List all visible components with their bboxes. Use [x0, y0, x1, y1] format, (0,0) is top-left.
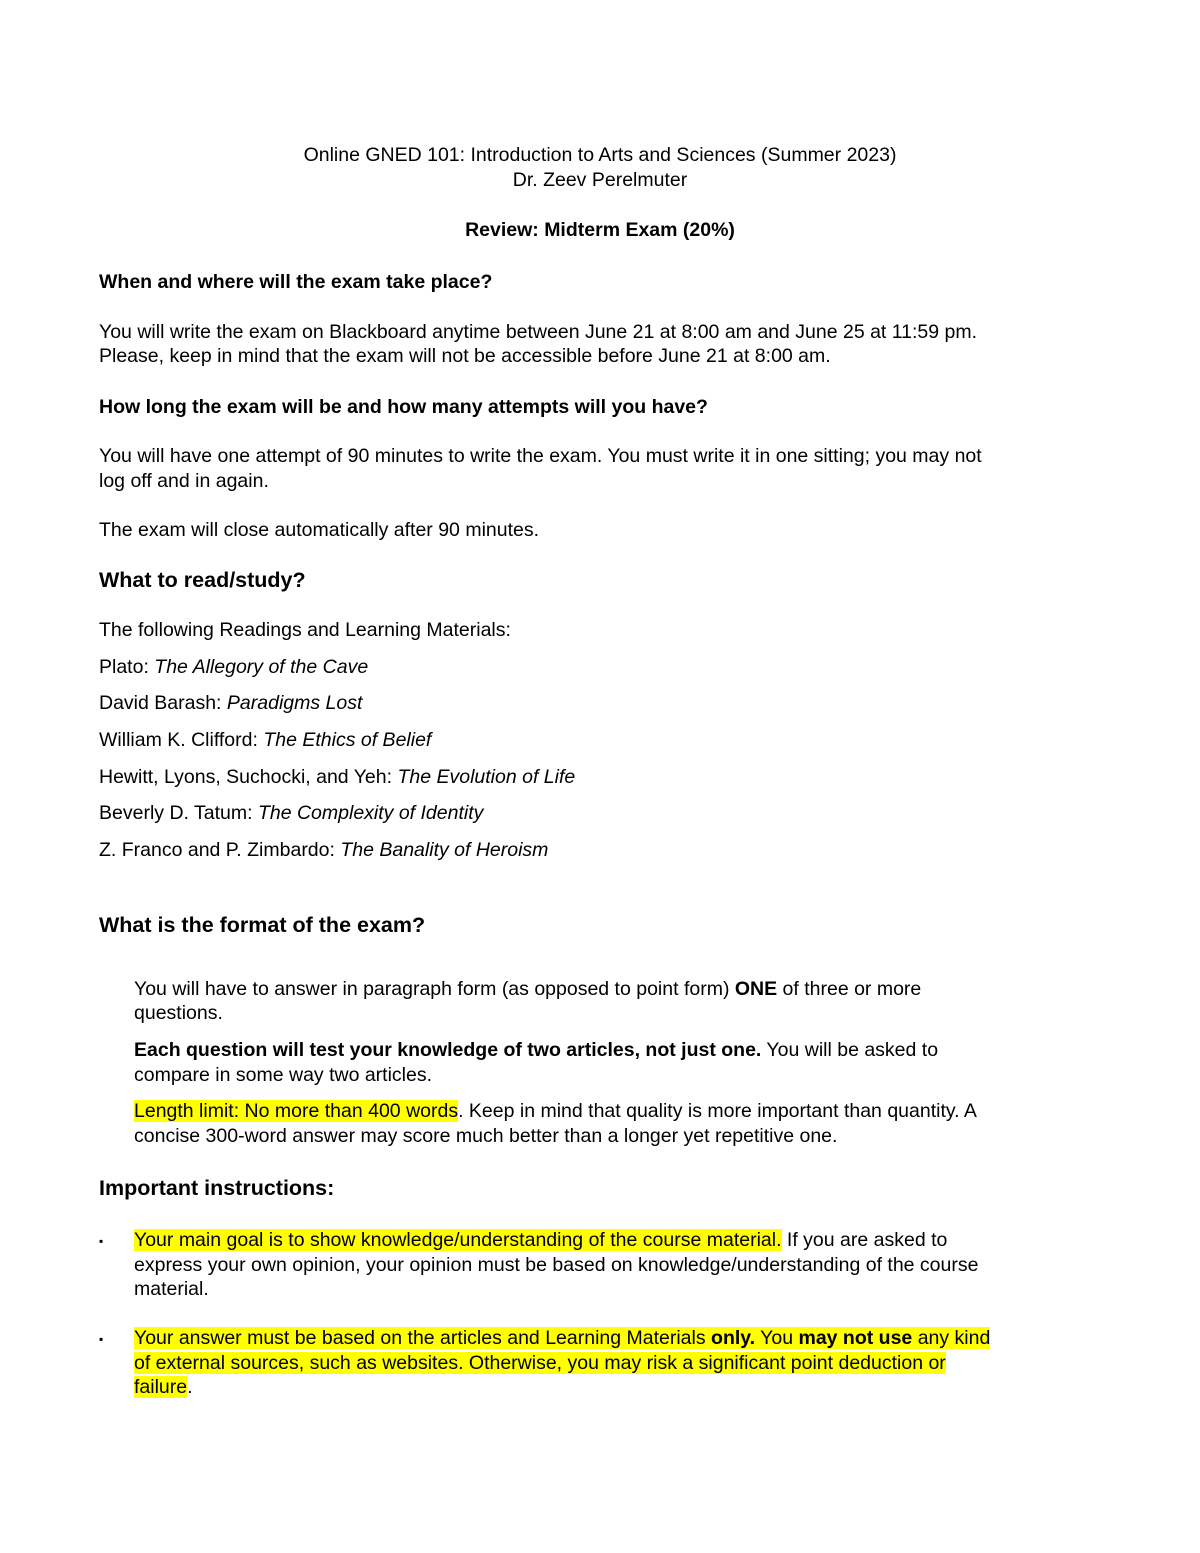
instruction-highlight: You	[755, 1327, 799, 1349]
reading-author: Hewitt, Lyons, Suchocki, and Yeh:	[99, 766, 398, 788]
section-heading-readings: What to read/study?	[99, 568, 306, 592]
reading-item	[99, 801, 483, 826]
duration-line-2: log off and in again.	[99, 470, 269, 492]
document-title: Review: Midterm Exam (20%)	[465, 219, 735, 241]
bullet-square-icon: ▪	[99, 1332, 104, 1346]
reading-author: David Barash:	[99, 692, 227, 714]
bullet-square-icon: ▪	[99, 1234, 104, 1248]
format-paragraph-2-line-1	[134, 1038, 938, 1063]
instruction-highlight-bold: only.	[711, 1327, 756, 1349]
format-text: of three or more	[777, 978, 922, 1000]
format-text: You will be asked to	[761, 1039, 939, 1061]
reading-item	[99, 691, 362, 716]
section-heading-duration: How long the exam will be and how many attempts will you have?	[99, 396, 708, 418]
reading-title: The Complexity of Identity	[257, 802, 484, 824]
reading-title: Paradigms Lost	[226, 692, 363, 714]
instructor-name: Dr. Zeev Perelmuter	[512, 169, 688, 191]
instruction-text: .	[187, 1376, 193, 1398]
reading-title: The Allegory of the Cave	[154, 656, 369, 678]
reading-author: Z. Franco and P. Zimbardo:	[99, 839, 341, 861]
instruction-2-line-1	[134, 1326, 990, 1351]
format-text: . Keep in mind that quality is more important than quantity. A	[458, 1100, 977, 1122]
section-heading-instructions: Important instructions:	[99, 1176, 335, 1200]
format-paragraph-1-line-2: questions.	[134, 1002, 223, 1024]
reading-title: The Ethics of Belief	[263, 729, 432, 751]
format-paragraph-3-line-2: concise 300-word answer may score much better than a longer yet repetitive one.	[134, 1125, 838, 1147]
when-where-line-1: You will write the exam on Blackboard anytime between June 21 at 8:00 am and June 25 at 11:59 pm.	[99, 321, 978, 343]
reading-title: The Evolution of Life	[397, 766, 576, 788]
instruction-1-line-3: material.	[134, 1278, 209, 1300]
when-where-line-2: Please, keep in mind that the exam will not be accessible before June 21 at 8:00 am.	[99, 345, 831, 367]
instruction-highlight: Your answer must be based on the articles and Learning Materials	[134, 1327, 712, 1349]
reading-author: Plato:	[99, 656, 155, 678]
reading-author: William K. Clifford:	[99, 729, 264, 751]
reading-item	[99, 728, 431, 753]
course-line: Online GNED 101: Introduction to Arts and Sciences (Summer 2023)	[303, 144, 897, 166]
instruction-highlight: of external sources, such as websites. Otherwise, you may risk a significant point deduction or	[134, 1352, 946, 1374]
format-paragraph-2-line-2: compare in some way two articles.	[134, 1064, 433, 1086]
format-paragraph-3-line-1	[134, 1099, 977, 1124]
reading-author: Beverly D. Tatum:	[99, 802, 258, 824]
reading-title: The Banality of Heroism	[340, 839, 549, 861]
reading-item	[99, 838, 548, 863]
instruction-2-line-2	[134, 1351, 946, 1376]
instruction-text: If you are asked to	[781, 1229, 948, 1251]
reading-item	[99, 765, 575, 790]
section-heading-when-where: When and where will the exam take place?	[99, 271, 493, 293]
readings-intro: The following Readings and Learning Materials:	[99, 619, 511, 641]
instruction-highlight: failure	[134, 1376, 188, 1398]
duration-line-1: You will have one attempt of 90 minutes to write the exam. You must write it in one sitting; you may not	[99, 445, 982, 467]
instruction-highlight-bold: may not use	[798, 1327, 913, 1349]
instruction-2-line-3	[134, 1375, 193, 1400]
section-heading-format: What is the format of the exam?	[99, 913, 426, 937]
instruction-highlight: any kind	[912, 1327, 991, 1349]
format-text: You will have to answer in paragraph form (as opposed to point form)	[134, 978, 735, 1000]
format-emphasis: Each question will test your knowledge of two articles, not just one.	[134, 1039, 762, 1061]
reading-item	[99, 655, 368, 680]
format-emphasis: ONE	[734, 978, 778, 1000]
duration-line-3: The exam will close automatically after 90 minutes.	[99, 519, 540, 541]
instruction-highlight: Your main goal is to show knowledge/understanding of the course material.	[134, 1229, 782, 1251]
instruction-1-line-2: express your own opinion, your opinion must be based on knowledge/understanding of the course	[134, 1254, 979, 1276]
length-limit-highlight: Length limit: No more than 400 words	[134, 1100, 459, 1122]
instruction-1-line-1	[134, 1228, 947, 1253]
format-paragraph-1-line-1	[134, 977, 921, 1002]
